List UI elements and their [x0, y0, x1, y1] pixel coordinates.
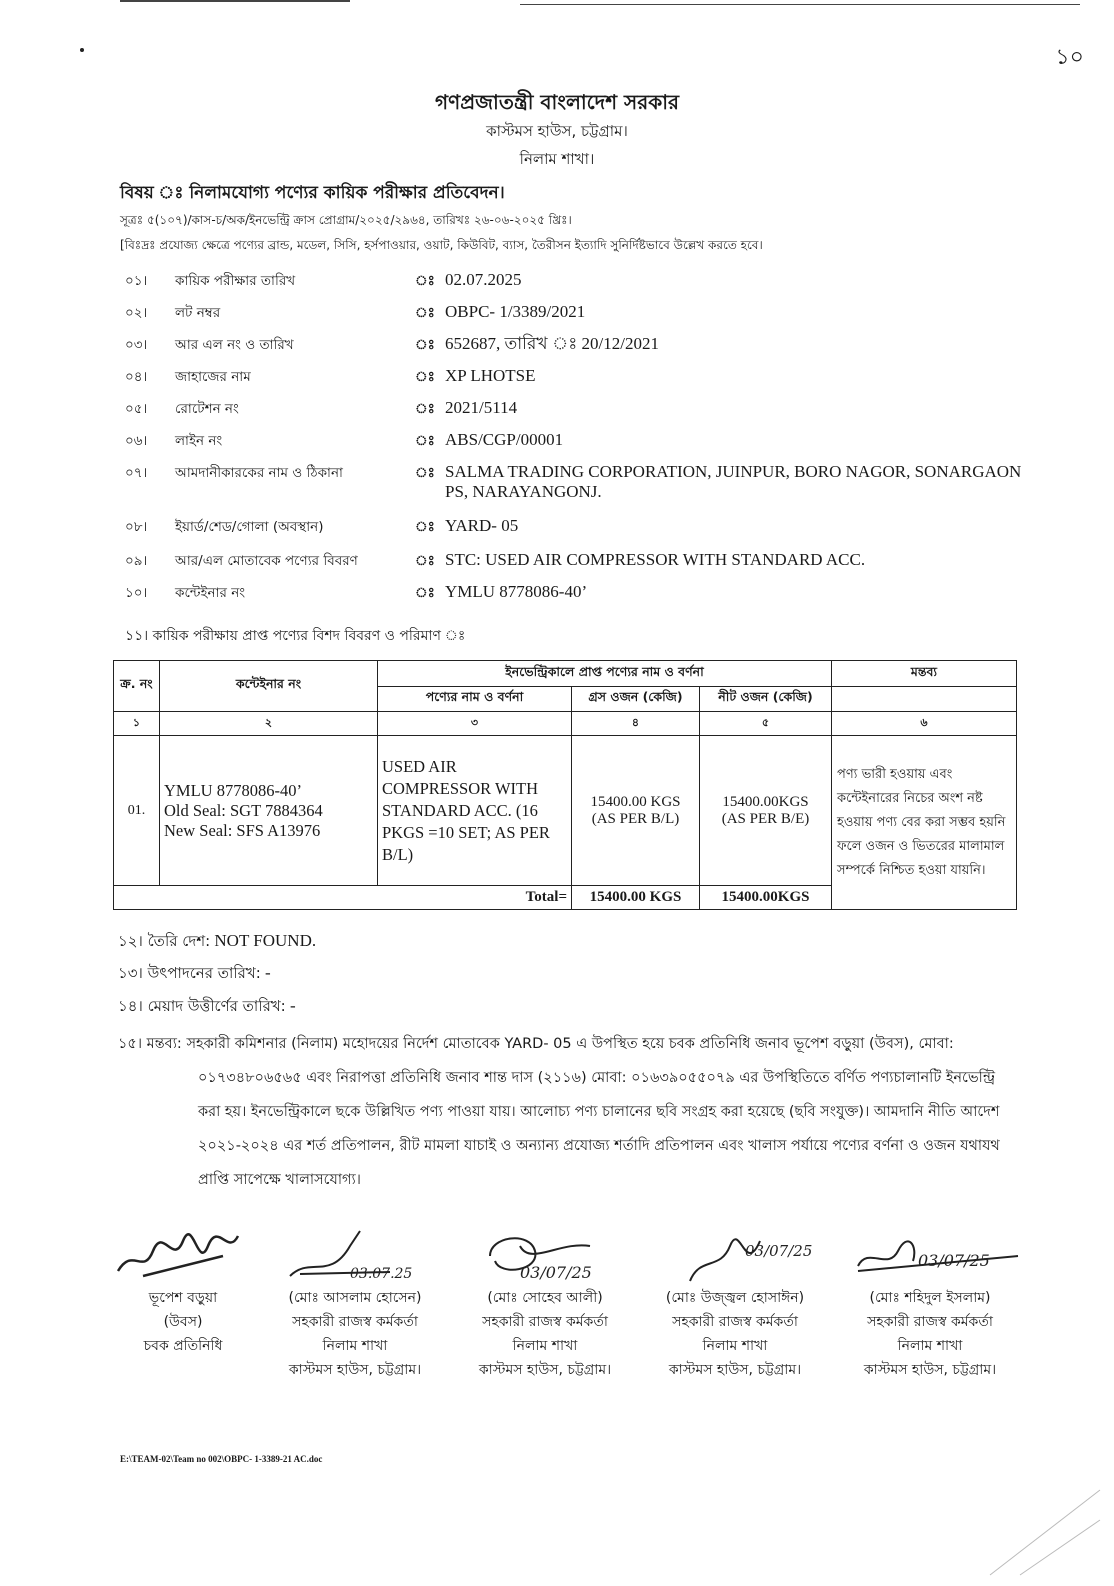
- field-colon: ঃ: [415, 519, 435, 535]
- header-remarks: মন্তব্য: [832, 661, 1017, 687]
- field-list: [125, 270, 1025, 614]
- gross-weight-value: 15400.00 KGS: [590, 793, 681, 810]
- table-header-row: [114, 661, 1017, 687]
- field-label: আমদানীকারকের নাম ও ঠিকানা: [175, 465, 343, 481]
- header-gross-weight: গ্রস ওজন (কেজি): [572, 687, 700, 712]
- field-line-number: [125, 430, 1025, 462]
- signature-date: 03/07/25: [520, 1263, 592, 1282]
- field-colon: ঃ: [415, 585, 435, 601]
- scan-edge-line: [520, 4, 1080, 5]
- file-path-footer: E:\TEAM-02\Team no 002\OBPC- 1-3389-21 AC.doc: [120, 1454, 323, 1464]
- signatory-designation: সহকারী রাজস্ব কর্মকর্তা: [482, 1314, 608, 1330]
- total-net: 15400.00KGS: [700, 886, 832, 910]
- signatory-name: (মোঃ আসলাম হোসেন): [288, 1290, 422, 1306]
- field-value: YARD- 05: [445, 516, 519, 535]
- item-13-manufacture-date: [118, 962, 271, 987]
- cell-description: USED AIR COMPRESSOR WITH STANDARD ACC. (16 PKGS =10 SET; AS PER B/L): [378, 736, 572, 886]
- cell-gross-weight: [572, 736, 700, 886]
- remarks-body: [118, 1027, 1013, 1197]
- signatory-designation: সহকারী রাজস্ব কর্মকর্তা: [292, 1314, 418, 1330]
- field-importer: [125, 462, 1025, 516]
- net-weight-value: 15400.00KGS: [722, 793, 809, 810]
- field-value: 2021/5114: [445, 398, 518, 417]
- old-seal: Old Seal: SGT 7884364: [164, 800, 323, 820]
- cell-net-weight: [700, 736, 832, 886]
- field-label: আর/এল মোতাবেক পণ্যের বিবরণ: [175, 553, 358, 569]
- field-value: ABS/CGP/00001: [445, 430, 564, 449]
- item-value: -: [285, 996, 296, 1015]
- field-number: ০৬।: [125, 433, 148, 449]
- field-yard: [125, 516, 1025, 550]
- signatory-name: (মোঃ শহিদুল ইসলাম): [869, 1290, 991, 1306]
- field-number: ০৭।: [125, 465, 148, 481]
- signatory-designation: সহকারী রাজস্ব কর্মকর্তা: [867, 1314, 993, 1330]
- field-number: ০৩।: [125, 337, 148, 353]
- signature-date: 03.07.25: [350, 1266, 413, 1282]
- scan-corner-mark: [980, 1480, 1110, 1580]
- table-row: [114, 736, 1017, 886]
- item-14-expiry-date: [118, 995, 296, 1020]
- government-title: গণপ্রজাতন্ত্রী বাংলাদেশ সরকার: [435, 90, 679, 114]
- cell-remark: পণ্য ভারী হওয়ায় এবং কন্টেইনারের নিচের অংশ নষ্ট হওয়ায় পণ্য বের করা সম্ভব হয়নি ফলে ওজন ও ভিতরের মালামাল সম্পর্কে নিশ্চিত হওয়া যায়নি।: [832, 736, 1017, 910]
- section-name: নিলাম শাখা।: [519, 150, 595, 168]
- field-number: ০৫।: [125, 401, 148, 417]
- scan-speck: [80, 48, 84, 52]
- column-number: ৪: [572, 712, 700, 736]
- field-value: STC: USED AIR COMPRESSOR WITH STANDARD ACC.: [445, 550, 866, 569]
- header-inventory: ইনভেন্ট্রিকালে প্রাপ্ত পণ্যের নাম ও বর্ণনা: [378, 661, 832, 687]
- signatory-section: নিলাম শাখা: [897, 1338, 963, 1354]
- new-seal: New Seal: SFS A13976: [164, 820, 321, 840]
- table-colnum-row: [114, 712, 1017, 736]
- remarks-text: সহকারী কমিশনার (নিলাম) মহোদয়ের নির্দেশ মোতাবেক YARD- 05 এ উপস্থিত হয়ে চবক প্রতিনিধি জনাব ভূপেশ বড়ুয়া (উবস), মোবা: ০১৭৩৪৮০৬৫৬৫ এবং নিরাপত্তা প্রতিনিধি জনাব শান্ত দাস (২১১৬) মোবা: ০১৬৩৯০৫৫০৭৯ এর উপস্থিতিতে বর্ণিত পণ্যচালানটি ইনভেন্ট্রি করা হয়। ইনভেন্ট্রিকালে ছকে উল্লিখিত পণ্য পাওয়া যায়। আলোচ্য পণ্য চালানের ছবি সংগ্রহ করা হয়েছে (ছবি সংযুক্ত)। আমদানি নীতি আদেশ ২০২১-২০২৪ এর শর্ত প্রতিপালন, রীট মামলা যাচাই ও অন্যান্য প্রযোজ্য শর্তাদি প্রতিপালন এবং খালাস পর্যায়ে পণ্যের বর্ণনা ও ওজন যথাযথ প্রাপ্তি সাপেক্ষে খালাসযোগ্য।: [186, 1036, 1000, 1188]
- signatory-office: কাস্টমস হাউস, চট্টগ্রাম।: [668, 1362, 802, 1378]
- signatory-aslam-hossain: [265, 1226, 445, 1382]
- field-label: আর এল নং ও তারিখ: [175, 337, 294, 353]
- signatory-office: কাস্টমস হাউস, চট্টগ্রাম।: [478, 1362, 612, 1378]
- field-number: ১০।: [125, 585, 148, 601]
- field-colon: ঃ: [415, 337, 435, 353]
- signatory-section: নিলাম শাখা: [702, 1338, 768, 1354]
- field-rotation-number: [125, 398, 1025, 430]
- field-value: OBPC- 1/3389/2021: [445, 302, 586, 321]
- signatory-soheb-ali: [455, 1226, 635, 1382]
- column-number: ৩: [378, 712, 572, 736]
- field-number: ০২।: [125, 305, 148, 321]
- net-weight-note: (AS PER B/E): [721, 810, 810, 827]
- cell-container: [160, 736, 378, 886]
- field-label: কায়িক পরীক্ষার তারিখ: [175, 273, 296, 289]
- signatory-office: কাস্টমস হাউস, চট্টগ্রাম।: [288, 1362, 422, 1378]
- field-number: ০৪।: [125, 369, 148, 385]
- column-number: ২: [160, 712, 378, 736]
- field-number: ০৮।: [125, 519, 148, 535]
- field-number: ০১।: [125, 273, 148, 289]
- signatory-name: (মোঃ সোহেব আলী): [487, 1290, 603, 1306]
- signatory-section: নিলাম শাখা: [512, 1338, 578, 1354]
- handwritten-signature: [460, 1226, 630, 1286]
- gross-weight-note: (AS PER B/L): [591, 810, 680, 827]
- field-colon: ঃ: [415, 433, 435, 449]
- header-serial: ক্র. নং: [114, 661, 160, 712]
- field-rl-number: [125, 334, 1025, 366]
- item-value: -: [260, 963, 271, 982]
- field-colon: ঃ: [415, 273, 435, 289]
- signature-date: 03/07/25: [917, 1251, 990, 1270]
- field-value: 652687, তারিখ ঃ 20/12/2021: [445, 334, 659, 353]
- signatory-name: ভূপেশ বড়ুয়া: [148, 1290, 218, 1306]
- cell-serial: 01.: [114, 736, 160, 886]
- total-label: Total=: [114, 886, 572, 910]
- signatory-shahidul-islam: [835, 1226, 1025, 1382]
- field-colon: ঃ: [415, 401, 435, 417]
- field-lot-number: [125, 302, 1025, 334]
- office-name: কাস্টমস হাউস, চট্টগ্রাম।: [486, 122, 628, 140]
- signatory-section: নিলাম শাখা: [322, 1338, 388, 1354]
- field-label: রোটেশন নং: [175, 401, 239, 417]
- signatory-designation: সহকারী রাজস্ব কর্মকর্তা: [672, 1314, 798, 1330]
- field-label: ইয়ার্ড/শেড/গোলা (অবস্থান): [175, 519, 324, 535]
- signatory-office: কাস্টমস হাউস, চট্টগ্রাম।: [863, 1362, 997, 1378]
- field-exam-date: [125, 270, 1025, 302]
- column-number: ৫: [700, 712, 832, 736]
- field-label: লাইন নং: [175, 433, 223, 449]
- handwritten-signature: [113, 1226, 253, 1286]
- scan-edge-line: [120, 0, 350, 2]
- reference-line: সূত্রঃ ৫(১০৭)/কাস-চ/অক/ইনভেন্ট্রি ক্রাস প্রোগ্রাম/২০২৫/২৯৬৪, তারিখঃ ২৬-০৬-২০২৫ খ্রিঃ।: [120, 213, 572, 227]
- note-line: [বিঃদ্রঃ প্রযোজ্য ক্ষেত্রে পণ্যের ব্রান্ড, মডেল, সিসি, হর্সপাওয়ার, ওয়াট, কিউবিট, ব্যাস, তৈরীসন ইত্যাদি সুনির্দিষ্টভাবে উল্লেখ করতে হবে।: [120, 238, 763, 252]
- container-number: YMLU 8778086-40’: [164, 780, 302, 800]
- remarks-label: ১৫। মন্তব্য:: [118, 1036, 182, 1052]
- signatory-designation: (উবস): [163, 1314, 203, 1330]
- field-colon: ঃ: [415, 369, 435, 385]
- field-value: XP LHOTSE: [445, 366, 536, 385]
- handwritten-signature: [650, 1226, 820, 1286]
- inventory-table: [113, 660, 1017, 910]
- item-label: ১২। তৈরি দেশ:: [118, 932, 211, 950]
- item-12-country: [118, 930, 316, 955]
- item-15-remarks: [118, 1027, 1013, 1197]
- field-value: SALMA TRADING CORPORATION, JUINPUR, BORO NAGOR, SONARGAON PS, NARAYANGONJ.: [445, 462, 1022, 501]
- header-blank: [832, 687, 1017, 712]
- field-number: ০৯।: [125, 553, 148, 569]
- field-colon: ঃ: [415, 465, 435, 481]
- field-value: 02.07.2025: [445, 270, 522, 289]
- signatory-role: চবক প্রতিনিধি: [143, 1338, 223, 1354]
- total-gross: 15400.00 KGS: [572, 886, 700, 910]
- signatory-port-rep: [108, 1226, 258, 1358]
- field-vessel-name: [125, 366, 1025, 398]
- field-value: YMLU 8778086-40’: [445, 582, 588, 601]
- column-number: ৬: [832, 712, 1017, 736]
- field-goods-description: [125, 550, 1025, 582]
- field-label: লট নম্বর: [175, 305, 221, 321]
- field-container-number: [125, 582, 1025, 614]
- column-number: ১: [114, 712, 160, 736]
- subject-line: বিষয় ঃ নিলামযোগ্য পণ্যের কায়িক পরীক্ষার প্রতিবেদন।: [120, 183, 505, 203]
- header-description: পণ্যের নাম ও বর্ণনা: [378, 687, 572, 712]
- handwritten-signature: [270, 1226, 440, 1286]
- signature-date: 03/07/25: [745, 1242, 813, 1260]
- page-number-mark: ১০: [1055, 45, 1084, 70]
- header-net-weight: নীট ওজন (কেজি): [700, 687, 832, 712]
- signatory-name: (মোঃ উজ্জ্বল হোসাঈন): [665, 1290, 805, 1306]
- item-11-heading: ১১। কায়িক পরীক্ষায় প্রাপ্ত পণ্যের বিশদ বিবরণ ও পরিমাণ ঃ: [125, 628, 466, 644]
- item-value: NOT FOUND.: [210, 931, 317, 950]
- signatory-ujjal-hossain: [645, 1226, 825, 1382]
- item-label: ১৩। উৎপাদনের তারিখ:: [118, 964, 261, 982]
- item-label: ১৪। মেয়াদ উত্তীর্ণের তারিখ:: [118, 997, 286, 1015]
- field-label: কন্টেইনার নং: [175, 585, 246, 601]
- field-colon: ঃ: [415, 553, 435, 569]
- header-container: কন্টেইনার নং: [160, 661, 378, 712]
- field-colon: ঃ: [415, 305, 435, 321]
- field-label: জাহাজের নাম: [175, 369, 251, 385]
- handwritten-signature: [838, 1226, 1023, 1286]
